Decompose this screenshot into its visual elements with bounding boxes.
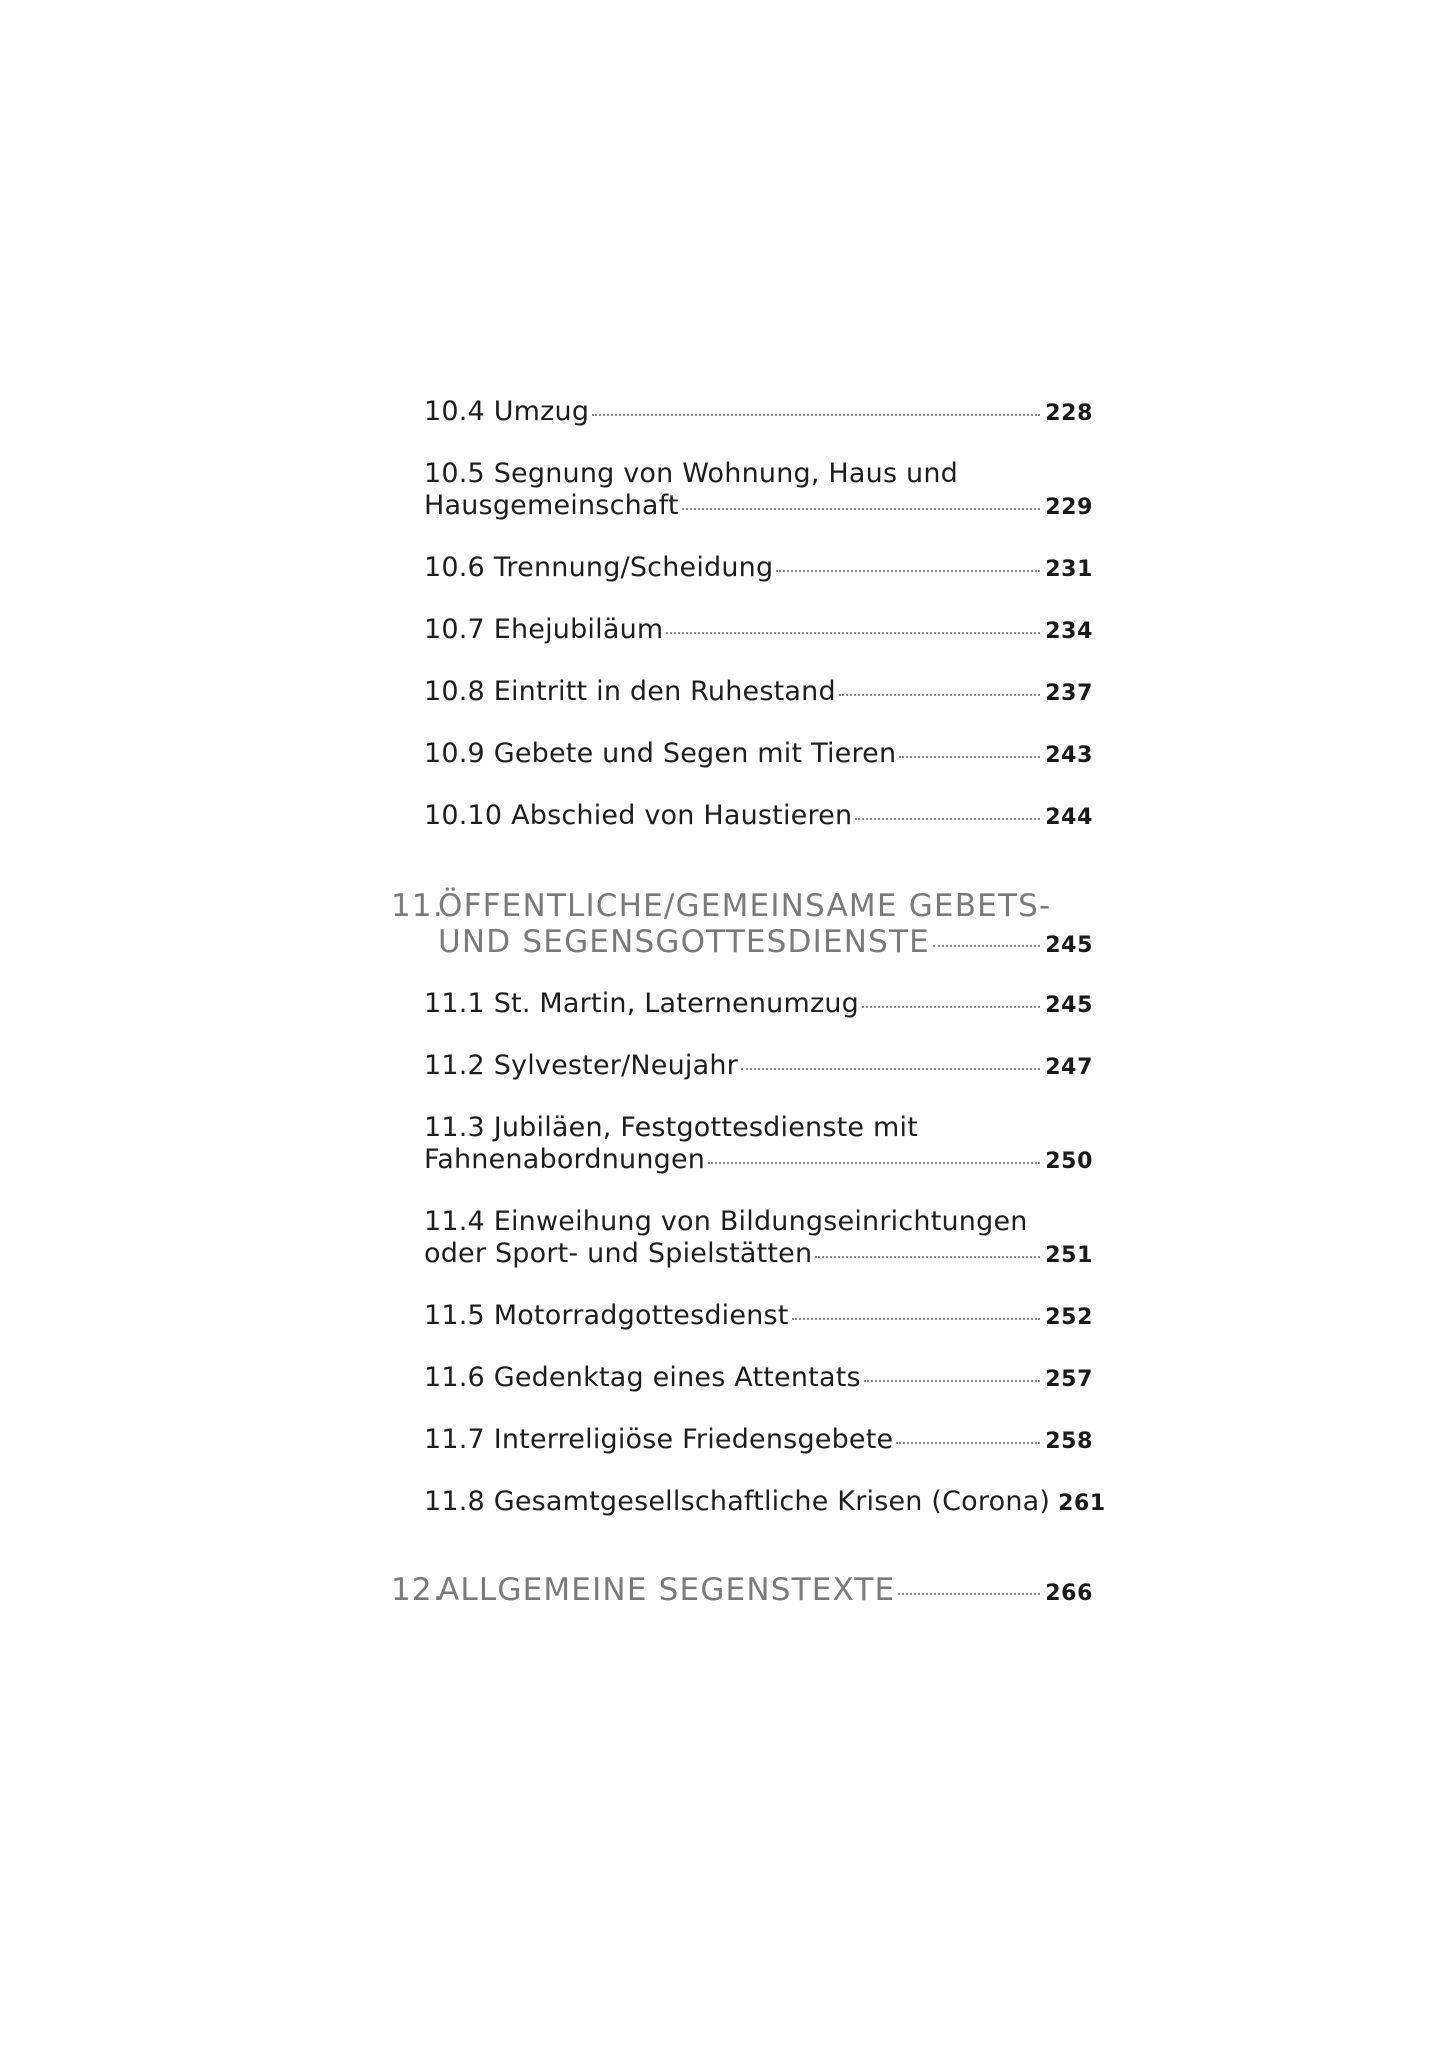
chapter-title-line1 (391, 888, 1093, 924)
dot-leader (708, 1162, 1040, 1164)
toc-entry-label: Hausgemeinschaft (424, 490, 679, 521)
toc-page-number: 245 (1045, 933, 1093, 958)
toc-page-number: 247 (1045, 1055, 1093, 1080)
dot-leader (792, 1318, 1041, 1320)
toc-page-number: 252 (1045, 1305, 1093, 1330)
dot-leader (855, 818, 1040, 820)
toc-page-number: 231 (1045, 557, 1093, 582)
toc-entry-label-line1: 11.4 Einweihung von Bildungseinrichtungen (424, 1206, 1028, 1237)
toc-entry-10-8[interactable] (424, 676, 1093, 710)
toc-entry-11-6[interactable] (424, 1362, 1093, 1396)
dot-leader (864, 1380, 1041, 1382)
toc-entry-10-10[interactable] (424, 800, 1093, 834)
toc-page-number: 229 (1045, 495, 1093, 520)
chapter-number: 12. (391, 1572, 444, 1608)
toc-chapter-12[interactable] (391, 1572, 1093, 1612)
toc-entry-label: 11.6 Gedenktag eines Attentats (424, 1362, 861, 1393)
toc-entry-label: 11.8 Gesamtgesellschaftliche Krisen (Corona) (424, 1486, 1051, 1517)
dot-leader (741, 1068, 1040, 1070)
toc-entry-label-line1: 10.5 Segnung von Wohnung, Haus und (424, 458, 958, 489)
toc-entry-11-2[interactable] (424, 1050, 1093, 1084)
toc-entry-label: 10.7 Ehejubiläum (424, 614, 664, 645)
toc-page-number: 245 (1045, 993, 1093, 1018)
toc-entry-11-8[interactable] (424, 1486, 1106, 1520)
toc-entry-10-9[interactable] (424, 738, 1093, 772)
chapter-title-line2: UND SEGENSGOTTESDIENSTE (438, 924, 930, 960)
toc-entry-11-3[interactable] (424, 1112, 1093, 1178)
dot-leader (815, 1256, 1040, 1258)
toc-page-number: 237 (1045, 681, 1093, 706)
toc-page-number: 234 (1045, 619, 1093, 644)
toc-entry-11-1[interactable] (424, 988, 1093, 1022)
chapter-title-text: ÖFFENTLICHE/GEMEINSAME GEBETS- (438, 888, 1052, 924)
toc-entry-10-4[interactable] (424, 396, 1093, 430)
dot-leader (682, 508, 1041, 510)
toc-entry-label: 11.5 Motorradgottesdienst (424, 1300, 789, 1331)
toc-entry-label: oder Sport- und Spielstätten (424, 1238, 813, 1269)
chapter-title (391, 1572, 895, 1608)
toc-entry-10-6[interactable] (424, 552, 1093, 586)
toc-entry-label: 11.1 St. Martin, Laternenumzug (424, 988, 859, 1019)
toc-entry-11-7[interactable] (424, 1424, 1093, 1458)
dot-leader (592, 414, 1040, 416)
dot-leader (862, 1006, 1040, 1008)
toc-entry-label: 10.10 Abschied von Haustieren (424, 800, 853, 831)
dot-leader (666, 632, 1040, 634)
chapter-number: 11. (391, 888, 444, 924)
toc-page-number: 261 (1058, 1491, 1106, 1516)
toc-entry-label-line1: 11.3 Jubiläen, Festgottesdienste mit (424, 1112, 918, 1143)
chapter-title-text: ALLGEMEINE SEGENSTEXTE (438, 1572, 896, 1608)
toc-entry-label: 11.7 Interreligiöse Friedensgebete (424, 1424, 894, 1455)
toc-entry-label: 10.4 Umzug (424, 396, 590, 427)
toc-entry-11-5[interactable] (424, 1300, 1093, 1334)
toc-page-number: 251 (1045, 1243, 1093, 1268)
toc-page-number: 258 (1045, 1429, 1093, 1454)
toc-page-number: 250 (1045, 1149, 1093, 1174)
toc-chapter-11[interactable] (391, 888, 1093, 964)
dot-leader (899, 756, 1040, 758)
toc-entry-10-5[interactable] (424, 458, 1093, 524)
toc-entry-11-4[interactable] (424, 1206, 1093, 1272)
toc-page-number: 228 (1045, 401, 1093, 426)
toc-page-number: 257 (1045, 1367, 1093, 1392)
toc-entry-label: 10.8 Eintritt in den Ruhestand (424, 676, 836, 707)
toc-entry-label: Fahnenabordnungen (424, 1144, 706, 1175)
toc-page-number: 243 (1045, 743, 1093, 768)
toc-entry-label: 10.6 Trennung/Scheidung (424, 552, 774, 583)
dot-leader (933, 945, 1040, 947)
dot-leader (896, 1442, 1040, 1444)
dot-leader (776, 570, 1040, 572)
toc-entry-label: 11.2 Sylvester/Neujahr (424, 1050, 738, 1081)
toc-entry-10-7[interactable] (424, 614, 1093, 648)
toc-page-number: 244 (1045, 805, 1093, 830)
toc-page-number: 266 (1045, 1581, 1093, 1606)
dot-leader (898, 1593, 1040, 1595)
dot-leader (839, 694, 1040, 696)
toc-entry-label: 10.9 Gebete und Segen mit Tieren (424, 738, 897, 769)
